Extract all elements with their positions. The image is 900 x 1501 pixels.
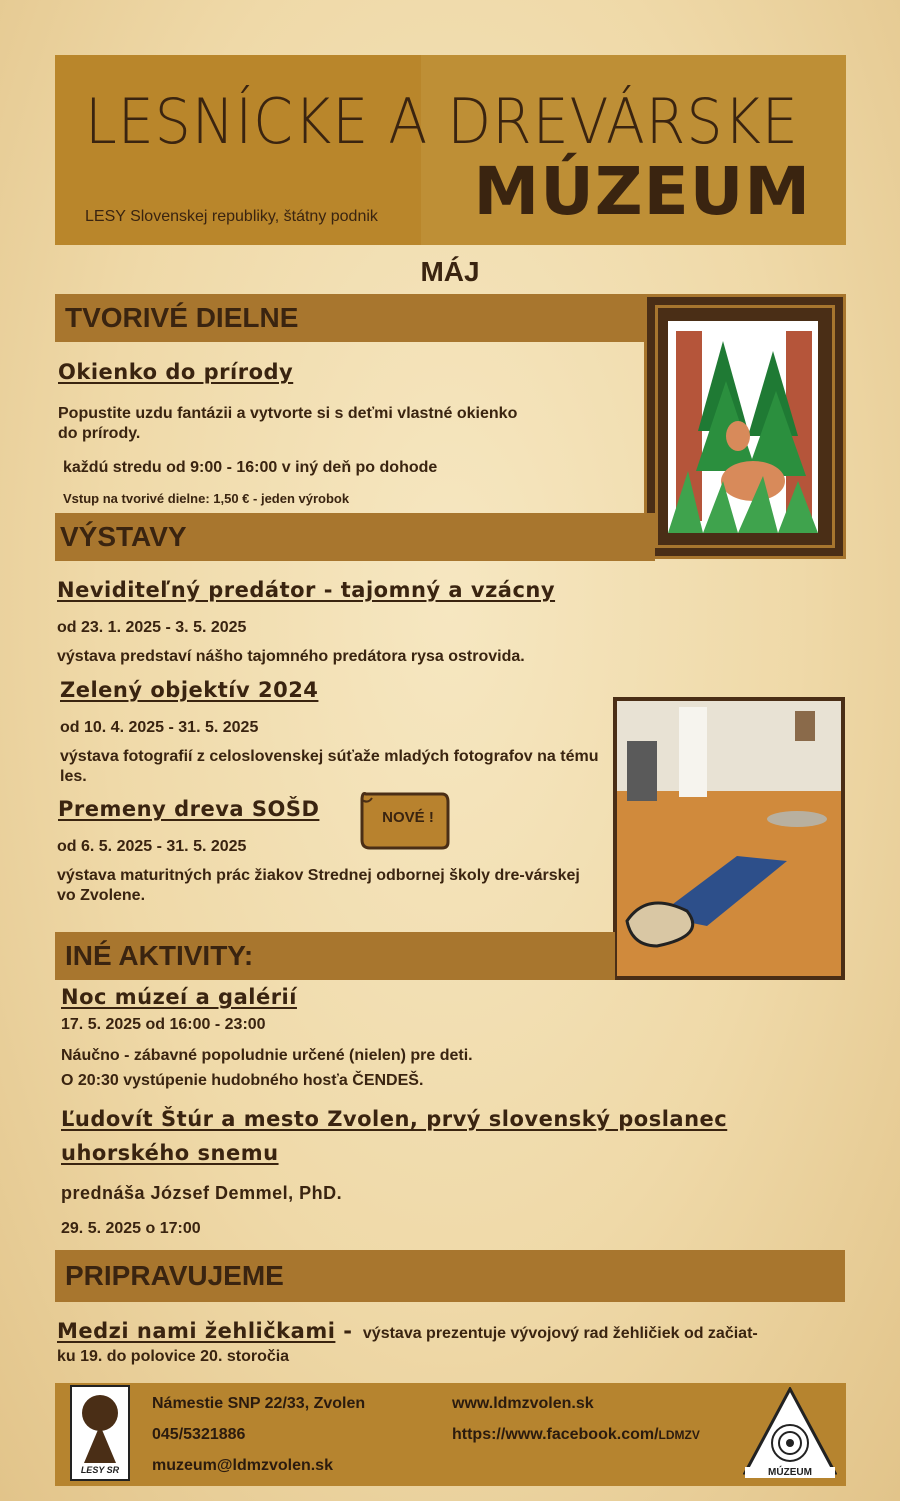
exhibition-3-dates: od 6. 5. 2025 - 31. 5. 2025 xyxy=(57,838,247,855)
footer-facebook-link[interactable] xyxy=(452,1426,700,1444)
exhibition-2-title: Zelený objektív 2024 xyxy=(60,678,319,702)
workshop-schedule: každú stredu od 9:00 - 16:00 v iný deň po dohode xyxy=(63,459,438,476)
upcoming-desc2: ku 19. do polovice 20. storočia xyxy=(57,1348,290,1365)
activity-1-desc2: O 20:30 vystúpenie hudobného hosťa ČENDEŠ. xyxy=(61,1072,424,1089)
museum-title-line1: LESNÍCKE A DREVÁRSKE xyxy=(85,85,799,158)
activity-2-title-line1: Ľudovít Štúr a mesto Zvolen, prvý slovenský poslanec xyxy=(61,1107,728,1131)
section-band-workshops xyxy=(55,294,655,342)
photo-frame-painting xyxy=(795,711,815,741)
workshop-price: Vstup na tvorivé dielne: 1,50 € - jeden výrobok xyxy=(63,491,350,506)
photo-display-case xyxy=(627,741,657,801)
section-heading-exhibitions: VÝSTAVY xyxy=(60,521,187,552)
deer-body xyxy=(721,461,785,501)
section-heading-upcoming: PRIPRAVUJEME xyxy=(65,1260,284,1291)
exhibition-1-description: výstava predstaví nášho tajomného predátora rysa ostrovida. xyxy=(57,648,525,665)
exhibition-1-title: Neviditeľný predátor - tajomný a vzácny xyxy=(57,578,556,602)
month-heading: MÁJ xyxy=(420,256,480,287)
exhibition-1-dates: od 23. 1. 2025 - 3. 5. 2025 xyxy=(57,619,247,636)
footer-facebook-url: https://www.facebook.com/ xyxy=(452,1426,659,1443)
header-banner xyxy=(55,55,846,245)
upcoming-first-line xyxy=(57,1319,758,1344)
deer-head xyxy=(726,421,750,451)
activity-1-dates: 17. 5. 2025 od 16:00 - 23:00 xyxy=(61,1016,266,1033)
exhibition-2-description: výstava fotografií z celoslovenskej súťaže mladých fotografov na tému les. xyxy=(60,748,599,785)
exhibition-photo-frame xyxy=(613,697,845,980)
exhibition-3-description: výstava maturitných prác žiakov Strednej odbornej školy dre-várskej vo Zvolene. xyxy=(57,867,580,904)
section-band-upcoming xyxy=(55,1250,845,1302)
activity-1-title: Noc múzeí a galérií xyxy=(61,985,297,1009)
footer-email[interactable]: muzeum@ldmzvolen.sk xyxy=(152,1457,333,1474)
activity-2-title-line2: uhorského snemu xyxy=(61,1141,279,1165)
museum-logo-ring-center xyxy=(786,1439,794,1447)
new-badge-label: NOVÉ ! xyxy=(382,809,434,826)
upcoming-dash: - xyxy=(335,1319,353,1343)
footer-web-link[interactable]: www.ldmzvolen.sk xyxy=(452,1395,594,1412)
section-heading-workshops: TVORIVÉ DIELNE xyxy=(65,302,299,333)
section-band-other xyxy=(55,932,615,980)
museum-title-line2: MÚZEUM xyxy=(473,153,811,230)
exhibition-hall-photo xyxy=(617,701,841,976)
upcoming-desc1: výstava prezentuje vývojový rad žehličiek od začiat- xyxy=(362,1325,758,1342)
workshop-image-frame xyxy=(644,294,846,559)
activity-2-dates: 29. 5. 2025 o 17:00 xyxy=(61,1220,201,1237)
museum-logo-icon xyxy=(743,1387,837,1479)
footer xyxy=(55,1383,846,1486)
upcoming-title: Medzi nami žehličkami xyxy=(57,1319,336,1343)
photo-round-table xyxy=(767,811,827,827)
activity-2-speaker: prednáša József Demmel, PhD. xyxy=(61,1183,343,1203)
section-heading-other: INÉ AKTIVITY: xyxy=(65,940,254,971)
exhibition-2-dates: od 10. 4. 2025 - 31. 5. 2025 xyxy=(60,719,259,736)
activity-1-desc1: Náučno - zábavné popoludnie určené (nielen) pre deti. xyxy=(61,1047,473,1064)
museum-logo-text: MÚZEUM xyxy=(745,1467,835,1478)
workshop-title: Okienko do prírody xyxy=(58,360,294,384)
photo-window xyxy=(679,707,707,797)
footer-address: Námestie SNP 22/33, Zvolen xyxy=(152,1395,366,1412)
lesy-sr-logo-text: LESY SR xyxy=(80,1465,120,1475)
section-band-exhibitions xyxy=(55,513,655,561)
museum-subtitle: LESY Slovenskej republiky, štátny podnik xyxy=(85,208,378,225)
forest-deer-illustration xyxy=(668,321,818,533)
exhibition-3-title: Premeny dreva SOŠD xyxy=(58,797,320,821)
footer-facebook-suffix: LDMZV xyxy=(658,1428,700,1442)
footer-phone[interactable]: 045/5321886 xyxy=(152,1426,246,1443)
workshop-description: Popustite uzdu fantázii a vytvorte si s deťmi vlastné okienko do prírody. xyxy=(58,405,518,442)
